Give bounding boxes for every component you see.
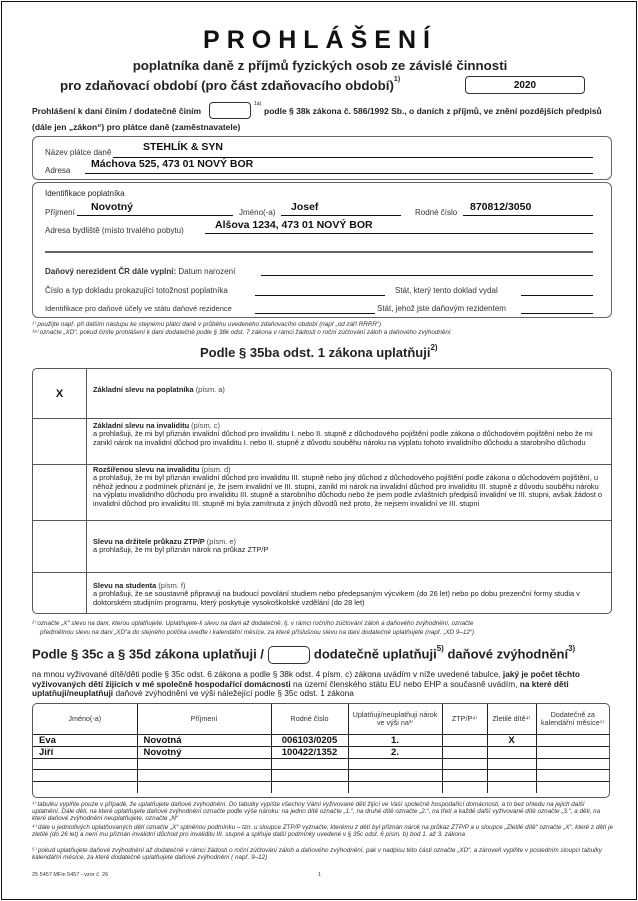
column-header: Jméno(-a) xyxy=(33,704,137,734)
birthdate-text: Datum narození xyxy=(178,267,236,276)
column-header: Dodatečně za kalendářní měsíce⁵⁾ xyxy=(536,704,609,734)
page-number: 1 xyxy=(318,872,322,878)
payer-name-field[interactable]: STEHLÍK & SYN xyxy=(143,141,223,153)
footnote-2-line1: ²⁾ označte „X“ slevu na dani, kterou uplatňujete. Uplatňujete-li slevu na dani až dodatečně, tj. v rámci ročního zúčtování záloh a daňového zvýhodnění, označte xyxy=(32,620,474,627)
child-ztpp-cell[interactable] xyxy=(442,770,487,782)
child-surname-cell[interactable] xyxy=(137,781,271,793)
credit-checkbox[interactable] xyxy=(33,521,87,572)
footnote-ref: 3) xyxy=(568,644,576,653)
form-title: PROHLÁŠENÍ xyxy=(203,26,437,54)
form-subtitle: poplatníka daně z příjmů fyzických osob ze závislé činnosti xyxy=(132,58,508,73)
child-birthnum-cell[interactable] xyxy=(271,758,348,770)
credit-title: Slevu na držitele průkazu ZTP/P xyxy=(93,537,205,546)
child-adult-cell[interactable] xyxy=(487,770,536,782)
table-row xyxy=(33,770,609,782)
child-birthnum-cell[interactable]: 100422/1352 xyxy=(271,746,348,758)
table-row xyxy=(33,746,609,758)
firstname-line xyxy=(281,215,401,216)
column-header: ZTP/P⁴⁾ xyxy=(442,704,487,734)
child-firstname-cell[interactable]: Eva xyxy=(33,734,137,746)
para-bold: na které děti uplatňuji/neuplatňuji xyxy=(32,678,569,698)
credit-checkbox[interactable] xyxy=(33,419,87,464)
tax-period-label xyxy=(60,78,400,93)
child-adult-cell[interactable] xyxy=(487,746,536,758)
form-page xyxy=(1,1,637,900)
child-claim-cell[interactable]: 2. xyxy=(348,746,442,758)
child-months-cell[interactable] xyxy=(536,781,609,793)
table-header-row xyxy=(33,704,609,734)
tax-period-text: pro zdaňovací období (pro část zdaňovacího období) xyxy=(60,78,394,93)
payer-name-label: Název plátce daně xyxy=(45,148,112,157)
credit-row-student xyxy=(33,573,611,614)
credit-letter: (písm. d) xyxy=(201,465,231,474)
birthnum-field[interactable]: 870812/3050 xyxy=(470,201,532,213)
section-35c-title-end: daňové zvýhodnění xyxy=(447,646,569,662)
residence-state-field[interactable] xyxy=(521,313,593,314)
child-months-cell[interactable] xyxy=(536,746,609,758)
child-birthnum-cell[interactable] xyxy=(271,770,348,782)
table-row xyxy=(33,734,609,746)
child-adult-cell[interactable]: X xyxy=(487,734,536,746)
para-text: na území členského státu EU nebo EHP a současně uvádím, xyxy=(292,678,518,689)
footnote-ref: 5) xyxy=(436,644,444,653)
credit-text xyxy=(93,386,603,394)
footnote-ref: 1) xyxy=(393,76,401,83)
table-row xyxy=(33,781,609,793)
declaration-xd-field[interactable] xyxy=(209,102,251,119)
credit-title: Slevu na studenta xyxy=(93,581,157,590)
payer-address-label: Adresa xyxy=(45,166,71,175)
footnote-2-line2: předmětnou slevu na dani „XD“a do stejného políčka uveďte i kalendářní měsíce, za které příslušnou slevu na dani dodatečně uplatňujete (např. „XD 9–12“) xyxy=(40,629,475,636)
child-birthnum-cell[interactable] xyxy=(271,781,348,793)
credit-letter: (písm. c) xyxy=(191,421,220,430)
firstname-field[interactable]: Josef xyxy=(291,201,319,213)
residence-state-label: Stát, jehož jste daňovým rezidentem xyxy=(377,304,506,313)
credit-letter: (písm. a) xyxy=(195,385,225,394)
payer-address-line xyxy=(85,173,593,174)
birthnum-line xyxy=(463,215,593,216)
para-text: na mnou vyživované dítě/děti podle § 35c odst. 6 zákona a podle § 38k odst. 4 písm. c) zákona uvádím v níže uvedené tabulce, xyxy=(32,669,501,679)
child-firstname-cell[interactable] xyxy=(33,781,137,793)
section-35c-xd-field[interactable] xyxy=(268,646,310,664)
child-ztpp-cell[interactable] xyxy=(442,734,487,746)
child-ztpp-cell[interactable] xyxy=(442,758,487,770)
credit-text xyxy=(93,538,603,555)
section-35c-title-left: Podle § 35c a § 35d zákona uplatňuji / xyxy=(32,646,264,662)
residence-label: Adresa bydliště (místo trvalého pobytu) xyxy=(45,226,184,235)
credit-row-extended-invalidity xyxy=(33,465,611,521)
declaration-text-right: podle § 38k zákona č. 586/1992 Sb., o daních z příjmů, ve znění pozdějších předpisů xyxy=(264,106,602,116)
child-months-cell[interactable] xyxy=(536,758,609,770)
tax-id-label: Identifikace pro daňové účely ve státu daňové rezidence xyxy=(45,304,232,313)
credit-row-invalidity xyxy=(33,419,611,465)
credit-text xyxy=(93,422,603,447)
section-35ba-title-text: Podle § 35ba odst. 1 zákona uplatňuji xyxy=(200,345,431,360)
payer-address-field[interactable]: Máchova 525, 473 01 NOVÝ BOR xyxy=(91,158,254,170)
footnote-1a: ¹ᵃ⁾ označte „XD“, pokud činíte prohlášení k dani dodatečně podle § 38k odst. 7 zákona v rámci žádosti o roční zúčtování záloh a daňového zvýhodnění xyxy=(32,329,451,336)
footnote-1: ¹⁾ použijte např. při dalším nástupu ke stejnému plátci daně v průběhu uvedeného zdaňovacího období (např „od září RRRR“) xyxy=(32,321,382,328)
firstname-label: Jméno(-a) xyxy=(239,208,276,217)
child-surname-cell[interactable] xyxy=(137,758,271,770)
child-months-cell[interactable] xyxy=(536,770,609,782)
section-35c-title-right: dodatečně uplatňuji xyxy=(313,646,437,662)
credit-row-basic xyxy=(33,369,611,419)
credit-title: Základní slevu na poplatníka xyxy=(93,385,194,394)
credit-letter: (písm. e) xyxy=(206,537,236,546)
declaration-text-line2: (dále jen „zákon“) pro plátce daně (zaměstnavatele) xyxy=(32,122,241,132)
id-state-field[interactable] xyxy=(521,295,593,296)
footnote-ref: 1a) xyxy=(254,101,262,107)
taxpayer-section xyxy=(32,182,612,318)
surname-field[interactable]: Novotný xyxy=(91,201,133,213)
footnote-3: ³⁾ tabulku vyplňte pouze v případě, že uplatňujete daňové zvýhodnění. Do tabulky vypište všechny Vámi vyživované děti žijící ve Vaší společně hospodařící domácnosti, a to bez ohledu na jejich další uplatnění. Dále děti, na které uplatňujete daňové zvýhodnění označte podle výše nároku: na jedno dítě označte „1.“, na druhé dítě označte „2.“, na třetí a každé další vyživované dítě označte „3.“, a děti, na které daňové zvýhodnění neuplatňujete, označte „N“ xyxy=(32,801,601,823)
child-adult-cell[interactable] xyxy=(487,781,536,793)
credit-title: Základní slevu na invaliditu xyxy=(93,421,190,430)
credit-text xyxy=(93,466,603,508)
id-doc-label: Číslo a typ dokladu prokazující totožnost poplatníka xyxy=(45,286,228,295)
id-doc-field[interactable] xyxy=(255,295,385,296)
credit-checkbox[interactable] xyxy=(33,573,87,614)
birthdate-field[interactable] xyxy=(261,275,593,276)
credit-text xyxy=(93,582,603,607)
separator-line xyxy=(45,251,593,253)
section-35c-title xyxy=(32,646,575,664)
child-claim-cell[interactable] xyxy=(348,770,442,782)
child-claim-cell[interactable] xyxy=(348,758,442,770)
declaration-text-left: Prohlášení k dani činím / dodatečně činím xyxy=(32,106,202,116)
child-surname-cell[interactable]: Novotná xyxy=(137,734,271,746)
credit-checkbox[interactable] xyxy=(33,465,87,520)
column-header: Zletilé dítě⁴⁾ xyxy=(487,704,536,734)
credit-title: Rozšířenou slevu na invaliditu xyxy=(93,465,200,474)
child-claim-cell[interactable]: 1. xyxy=(348,734,442,746)
child-surname-cell[interactable]: Novotný xyxy=(137,746,271,758)
credit-description: a prohlašuji, že mi byl přiznán invalidní důchod pro invaliditu I. nebo II. stupně z důchodového pojištění podle zákona o důchodovém pojištění nebo že mi zanikl nárok na invalidní důchod pro invaliditu I. nebo II. stupně z důvodu souběhu nároku na výplatu tohoto invalidního důchodu a starobního důchodu xyxy=(93,429,593,447)
credit-checkbox[interactable]: X xyxy=(33,369,87,418)
credit-description: a prohlašuji, že mi byl přiznán invalidní důchod pro invaliditu III. stupně nebo jiný důchod z důchodového pojištění podle zákona o důchodovém pojištění, u něhož jednou z podmínek přiznání je, že jsem invalidní ve III. stupni, zanikl mi nárok na invalidní důchod pro invaliditu III. stupně z důvodu souběhu nároku na výplatu invalidního důchodu pro invaliditu III. stupně a starobního důchodu nebo že jsem podle zvláštních předpisů invalidní ve III. stupni, avšak žádost o invalidní důchod pro invaliditu III. stupně mi byla zamítnuta z jiných důvodů než proto, že nejsem invalidní ve III. stupni xyxy=(93,473,603,508)
surname-label: Příjmení xyxy=(45,208,75,217)
column-header: Rodné číslo xyxy=(271,704,348,734)
payer-section xyxy=(32,136,612,180)
table-row xyxy=(33,758,609,770)
child-firstname-cell[interactable] xyxy=(33,770,137,782)
credit-letter: (písm. f) xyxy=(158,581,186,590)
residence-field[interactable]: Alšova 1234, 473 01 NOVÝ BOR xyxy=(215,219,373,231)
id-state-label: Stát, který tento doklad vydal xyxy=(395,286,498,295)
footnote-5: ⁵⁾ pokud uplatňujete daňové zvýhodnění až dodatečně v rámci žádosti o roční zúčtování záloh a daňového zvýhodnění, pak v nadpisu této části označte „XD“, a zároveň vyplňte v posledním sloupci tabulky kalendářní měsíce, za které dodatečně uplatňujete daňové zvýhodnění ( např. 9–12) xyxy=(32,847,602,862)
tax-credits-table xyxy=(32,368,612,614)
section-35c-description xyxy=(32,670,612,699)
section-35ba-title xyxy=(200,345,438,360)
column-header: Příjmení xyxy=(137,704,271,734)
footnote-ref: 2) xyxy=(430,343,438,352)
birthdate-label xyxy=(45,267,235,276)
tax-period-field[interactable]: 2020 xyxy=(465,76,585,94)
surname-line xyxy=(77,215,233,216)
child-ztpp-cell[interactable] xyxy=(442,781,487,793)
para-bold: jaký je počet těchto vyživovaných dětí žijících v mé společně hospodařící domácnosti xyxy=(32,669,580,689)
credit-row-ztpp xyxy=(33,521,611,573)
column-header: Uplatňuji/neuplatňuji nárok ve výši na³⁾ xyxy=(348,704,442,734)
child-ztpp-cell[interactable] xyxy=(442,746,487,758)
nonresident-label: Daňový nerezident ČR dále vyplní: xyxy=(45,267,177,276)
child-adult-cell[interactable] xyxy=(487,758,536,770)
footnote-4: ⁴⁾ dále u jednotlivých uplatňovaných dětí označte „X“ splněnou podmínku – tzn. u sloupce ZTP/P vyznačte, kterému z dětí byl přiznán nárok na průkaz ZTP/P a u sloupce „Zletilé dítě“ označte „X“, které z dětí je zletilé (do 26 let) a není mu přiznán invalidní důchod pro invaliditu III. stupně a splňuje další podmínky uvedené v § 35c odst. 6 písm. b) bod 1. až 3. zákona xyxy=(32,824,613,839)
para-text: daňové zvýhodnění ve výši náležející podle § 35c odst. 1 zákona xyxy=(115,688,354,698)
child-birthnum-cell[interactable]: 006103/0205 xyxy=(271,734,348,746)
children-table xyxy=(32,703,610,798)
form-code: 25 5457 MFin 5457 - vzor č. 26 xyxy=(32,872,109,878)
residence-line xyxy=(205,233,593,234)
credit-description: a prohlašuji, že mi byl přiznán nárok na průkaz ZTP/P xyxy=(93,545,269,555)
child-firstname-cell[interactable] xyxy=(33,758,137,770)
child-surname-cell[interactable] xyxy=(137,770,271,782)
taxpayer-section-title: Identifikace poplatníka xyxy=(45,189,125,198)
birthnum-label: Rodné číslo xyxy=(415,208,458,217)
child-months-cell[interactable] xyxy=(536,734,609,746)
child-claim-cell[interactable] xyxy=(348,781,442,793)
tax-id-field[interactable] xyxy=(255,313,375,314)
credit-description: a prohlašuji, že se soustavně připravuji na budoucí povolání studiem nebo předepsaným výcvikem (do 26 let) nebo po dobu prezenční formy studia v doktorském studijním programu, který poskytuje vysokoškolské vzdělání (do 28 let) xyxy=(93,589,580,607)
child-firstname-cell[interactable]: Jiří xyxy=(33,746,137,758)
